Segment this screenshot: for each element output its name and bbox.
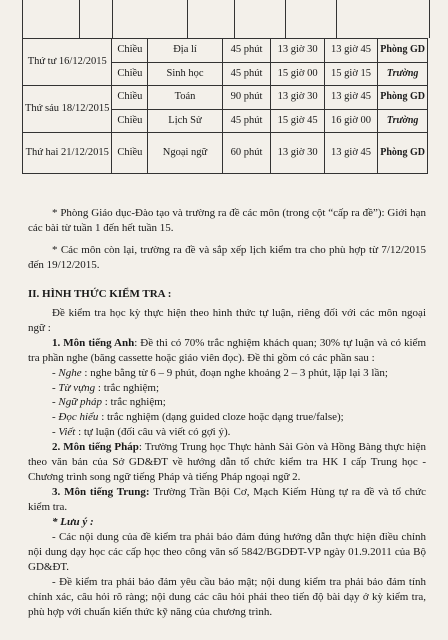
session-cell: Chiều — [112, 39, 148, 63]
document-body — [28, 206, 426, 620]
english-text: : Đề thi có 70% trắc nghiệm khách quan; 30% tự luận và có kiểm tra phần nghe (băng cassette hoặc giáo viên đọc). Đề thi gồm có các phần sau : — [28, 336, 426, 364]
item-label: - Ngữ pháp — [52, 396, 102, 409]
duration-cell: 45 phút — [222, 62, 271, 86]
session-cell: Chiều — [112, 86, 148, 110]
table-row — [23, 86, 428, 110]
list-item — [28, 366, 426, 381]
end-time-cell: 13 giờ 45 — [324, 86, 377, 110]
note-b: - Đề kiểm tra phải bảo đảm yêu cầu bảo mật; nội dung kiểm tra phải bảo đảm tính chính xác, câu hỏi rõ ràng; nội dung các câu hỏi phải theo tiến độ bài dạy ở kỳ kiểm tra, phù hợp với chuẩn kiến thức kỹ năng của chương trình. — [28, 575, 426, 618]
chinese-paragraph — [28, 485, 426, 515]
french-paragraph — [28, 440, 426, 485]
subject-cell: Sinh học — [148, 62, 222, 86]
table-top-fragment — [22, 0, 430, 38]
table-row — [23, 133, 428, 174]
item-label: - Viết — [52, 426, 76, 439]
subject-cell: Lịch Sử — [148, 109, 222, 133]
duration-cell: 90 phút — [222, 86, 271, 110]
start-time-cell: 13 giờ 30 — [271, 86, 324, 110]
setter-cell: Trường — [378, 109, 428, 133]
end-time-cell: 13 giờ 45 — [324, 133, 377, 174]
french-text: : Trường Trung học Thực hành Sài Gòn và Hồng Bàng thực hiện theo văn bản của Sở GD&ĐT về hướng dẫn tổ chức kiểm tra HK I cấp Trung học - Chương trình song ngữ tiếng Pháp và tiếng Pháp ngoại ngữ 2. — [28, 441, 426, 484]
note-1: * Phòng Giáo dục-Đào tạo và trường ra đề các môn (trong cột “cấp ra đề”): Giới hạn các bài từ tuần 1 đến hết tuần 15. — [28, 207, 426, 234]
setter-cell: Phòng GD — [378, 86, 428, 110]
duration-cell: 45 phút — [222, 39, 271, 63]
start-time-cell: 13 giờ 30 — [271, 39, 324, 63]
end-time-cell: 15 giờ 15 — [324, 62, 377, 86]
day-cell: Thứ hai 21/12/2015 — [23, 133, 112, 174]
item-label: - Nghe — [52, 366, 82, 379]
section-heading: II. HÌNH THỨC KIỂM TRA : — [28, 287, 172, 300]
exam-schedule-table — [22, 38, 428, 174]
duration-cell: 60 phút — [222, 133, 271, 174]
subject-cell: Địa lí — [148, 39, 222, 63]
note-a: - Các nội dung của đề kiểm tra phải bảo đảm đúng hướng dẫn thực hiện điều chỉnh nội dung dạy học các cấp học theo công văn số 5842/BGDĐT-VP ngày 01.9.2011 của Bộ GD&ĐT. — [28, 531, 426, 573]
item-text: : trắc nghiệm; — [95, 381, 160, 394]
note-label: * Lưu ý : — [52, 516, 94, 529]
setter-cell: Trường — [378, 62, 428, 86]
chinese-text: Trường Trần Bội Cơ, Mạch Kiếm Hùng tự ra đề và tổ chức kiểm tra. — [28, 486, 426, 514]
subject-cell: Ngoại ngữ — [148, 133, 222, 174]
english-paragraph — [28, 336, 426, 366]
item-text: : tự luận (đối câu và viết có gợi ý). — [75, 426, 231, 439]
subject-cell: Toán — [148, 86, 222, 110]
item-label: - Từ vựng — [52, 381, 96, 394]
session-cell: Chiều — [112, 133, 148, 174]
session-cell: Chiều — [112, 62, 148, 86]
chinese-title: 3. Môn tiếng Trung: — [52, 486, 150, 499]
setter-cell: Phòng GD — [378, 133, 428, 174]
french-title: 2. Môn tiếng Pháp — [52, 441, 139, 454]
list-item — [28, 381, 426, 396]
section-intro: Đề kiểm tra học kỳ thực hiện theo hình thức tự luận, riêng đối với các môn ngoại ngữ : — [28, 306, 426, 334]
start-time-cell: 15 giờ 45 — [271, 109, 324, 133]
end-time-cell: 13 giờ 45 — [324, 39, 377, 63]
item-label: - Đọc hiểu — [52, 411, 99, 424]
duration-cell: 45 phút — [222, 109, 271, 133]
session-cell: Chiều — [112, 109, 148, 133]
setter-cell: Phòng GD — [378, 39, 428, 63]
english-title: 1. Môn tiếng Anh — [52, 336, 135, 349]
start-time-cell: 15 giờ 00 — [271, 62, 324, 86]
english-items — [28, 366, 426, 441]
list-item — [28, 410, 426, 425]
item-text: : trắc nghiệm (dạng guided cloze hoặc dạng true/false); — [98, 411, 344, 424]
list-item — [28, 425, 426, 440]
list-item — [28, 395, 426, 410]
end-time-cell: 16 giờ 00 — [324, 109, 377, 133]
item-text: : nghe bằng từ 6 – 9 phút, đoạn nghe khoảng 2 – 3 phút, lặp lại 3 lần; — [81, 366, 388, 379]
note-2: * Các môn còn lại, trường ra đề và sắp xếp lịch kiểm tra cho phù hợp từ 7/12/2015 đến 19/12/2015. — [28, 243, 426, 271]
day-cell: Thứ tư 16/12/2015 — [23, 39, 112, 86]
start-time-cell: 13 giờ 30 — [271, 133, 324, 174]
day-cell: Thứ sáu 18/12/2015 — [23, 86, 112, 133]
item-text: : trắc nghiệm; — [102, 396, 166, 409]
table-row — [23, 39, 428, 63]
